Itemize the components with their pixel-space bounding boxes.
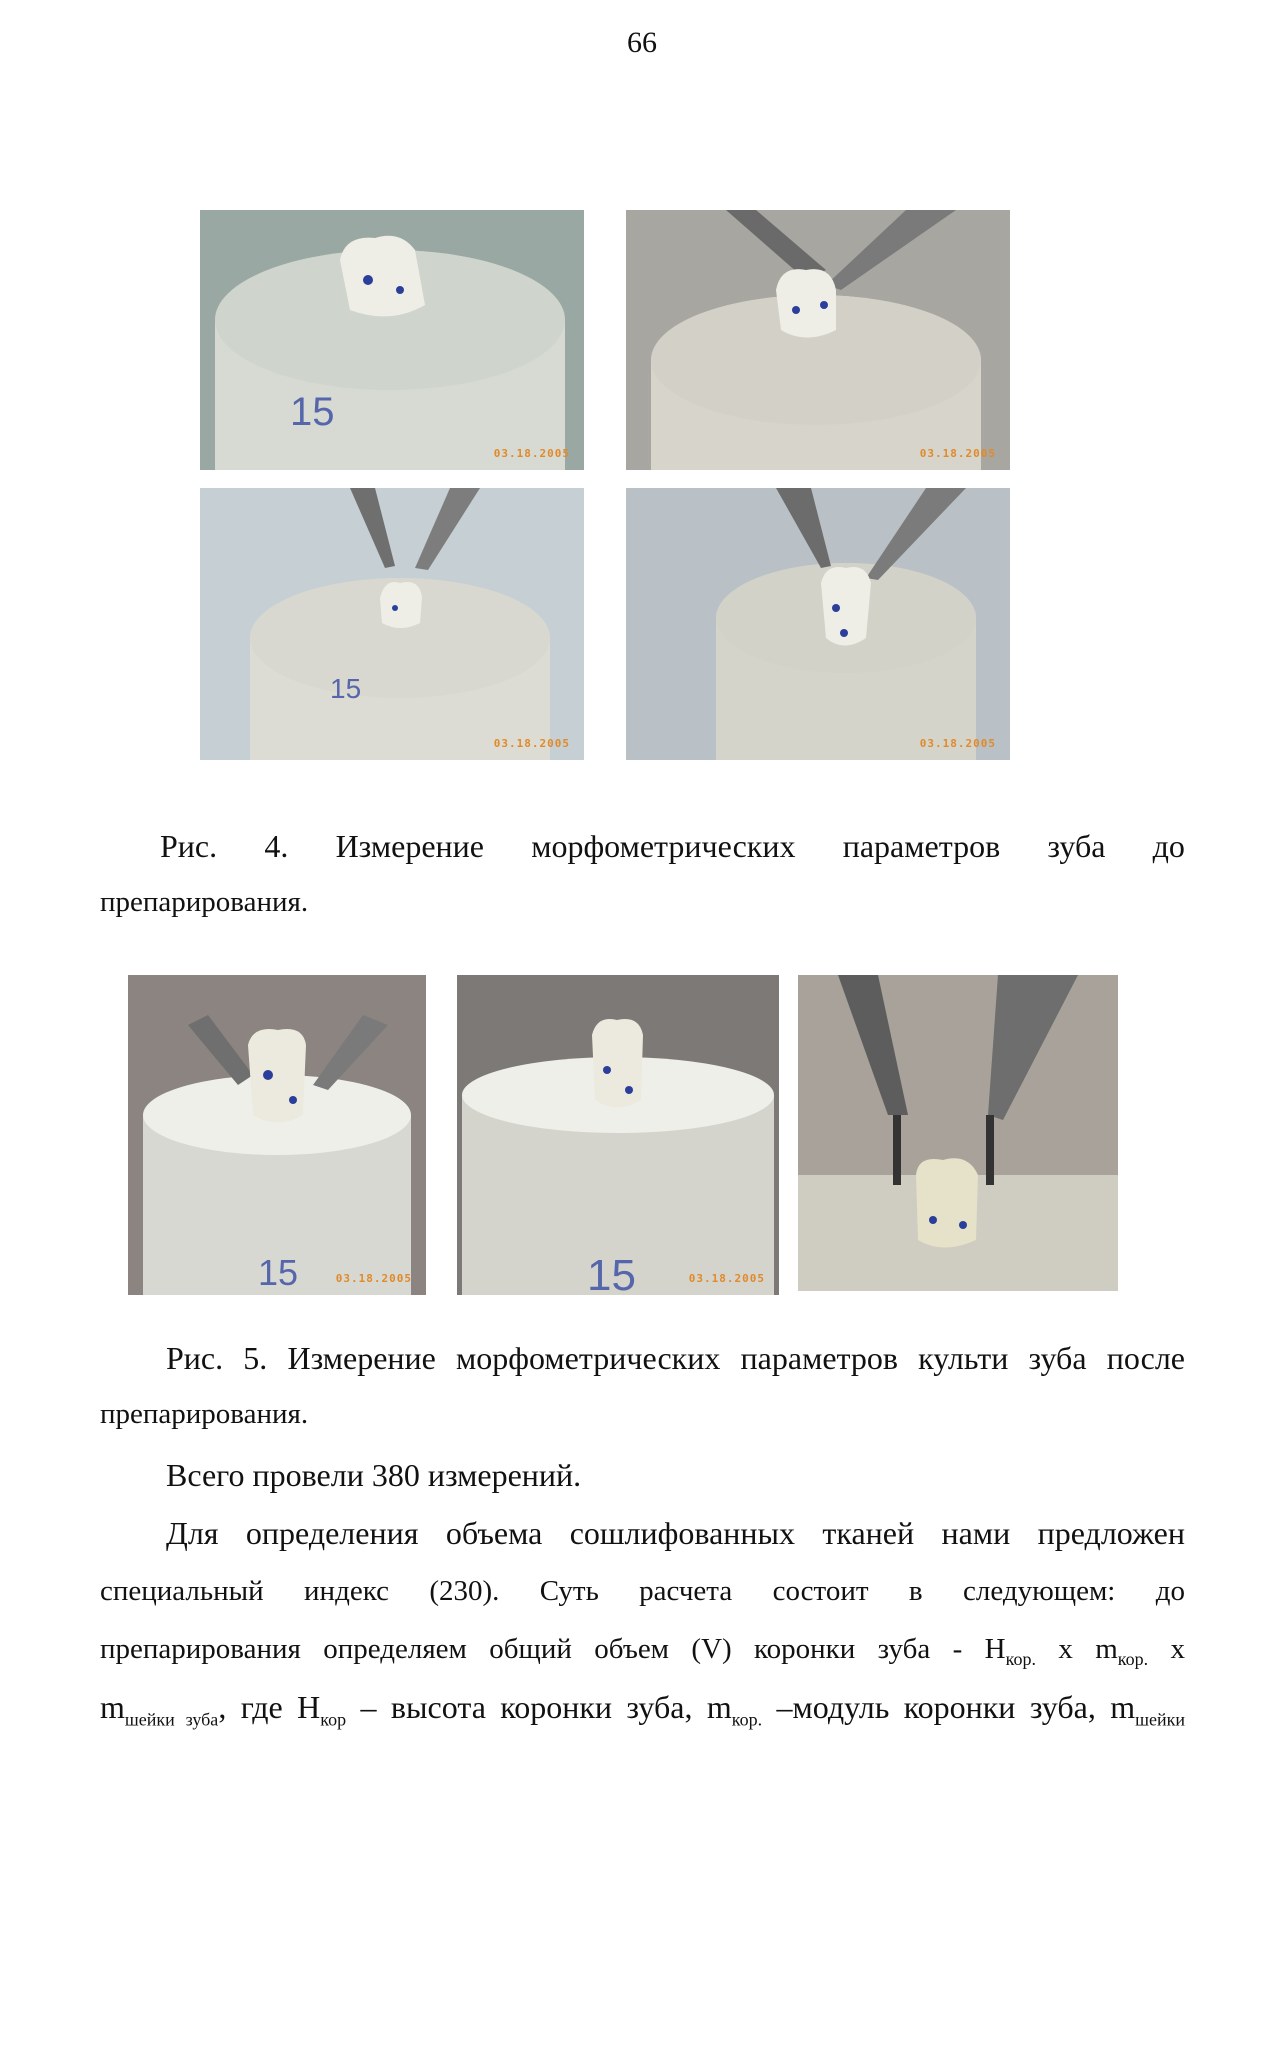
figure5-caption-line2: препарирования.: [100, 1398, 309, 1430]
figure5-photo-1-label: 15: [258, 1252, 299, 1293]
text-run: , где H: [218, 1689, 321, 1725]
caption-word: зуба: [1047, 828, 1106, 864]
text-run: – высота коронки зуба, m: [346, 1689, 732, 1725]
figure5-photo-2: [457, 975, 779, 1295]
paragraph-line-2: специальный индекс (230). Суть расчета состоит в следующем: до: [100, 1575, 1185, 1607]
subscript: кор.: [1117, 1648, 1149, 1669]
figure4-photo-3-label: 15: [330, 673, 362, 704]
figure4-photo-4: [626, 488, 1010, 760]
figure4-photo-3: [200, 488, 584, 760]
figure4-caption-line1: [160, 818, 1185, 874]
figure4-caption-line2: препарирования.: [100, 886, 309, 918]
page-number: 66: [627, 26, 657, 59]
paragraph-line-4: [100, 1678, 1185, 1736]
figure5-photo-2-label: 15: [587, 1251, 636, 1295]
caption-word: параметров: [842, 828, 1001, 864]
subscript: кор.: [1005, 1648, 1036, 1669]
photo-date-stamp: 03.18.2005: [493, 737, 570, 750]
figure5-photo-3: [798, 975, 1118, 1291]
caption-word: до: [1152, 828, 1185, 864]
photo-date-stamp: 03.18.2005: [335, 1272, 412, 1285]
text-run: –модуль коронки зуба, m: [762, 1689, 1136, 1725]
caption-word: Измерение: [335, 828, 484, 864]
photo-date-stamp: 03.18.2005: [919, 447, 996, 460]
text-run: х m: [1035, 1633, 1118, 1665]
subscript: шейки зуба: [124, 1709, 219, 1730]
figure4-caption: [160, 818, 1185, 874]
caption-word: Рис.: [160, 828, 218, 864]
photo-date-stamp: 03.18.2005: [688, 1272, 765, 1285]
total-measurements-line: Всего провели 380 измерений.: [166, 1457, 582, 1493]
photo-date-stamp: 03.18.2005: [493, 447, 570, 460]
paragraph-line-3: [100, 1620, 1185, 1678]
figure4-photo-1: [200, 210, 584, 470]
figure4-photo-2: [626, 210, 1010, 470]
subscript: кор: [320, 1709, 347, 1730]
text-run: препарирования определяем общий объем (V) коронки зуба - H: [100, 1633, 1006, 1665]
subscript: кор.: [731, 1709, 763, 1730]
photo-date-stamp: 03.18.2005: [919, 737, 996, 750]
figure5-caption-line1: Рис. 5. Измерение морфометрических параметров культи зуба после: [166, 1340, 1185, 1376]
text-run: х: [1148, 1633, 1186, 1665]
subscript: шейки: [1135, 1709, 1186, 1730]
paragraph-line-1: Для определения объема сошлифованных тканей нами предложен: [166, 1515, 1185, 1551]
caption-word: морфометрических: [531, 828, 796, 864]
text-run: m: [100, 1689, 125, 1725]
figure4-photo-1-label: 15: [290, 390, 335, 434]
figure5-photo-1: [128, 975, 426, 1295]
caption-word: 4.: [264, 828, 289, 864]
